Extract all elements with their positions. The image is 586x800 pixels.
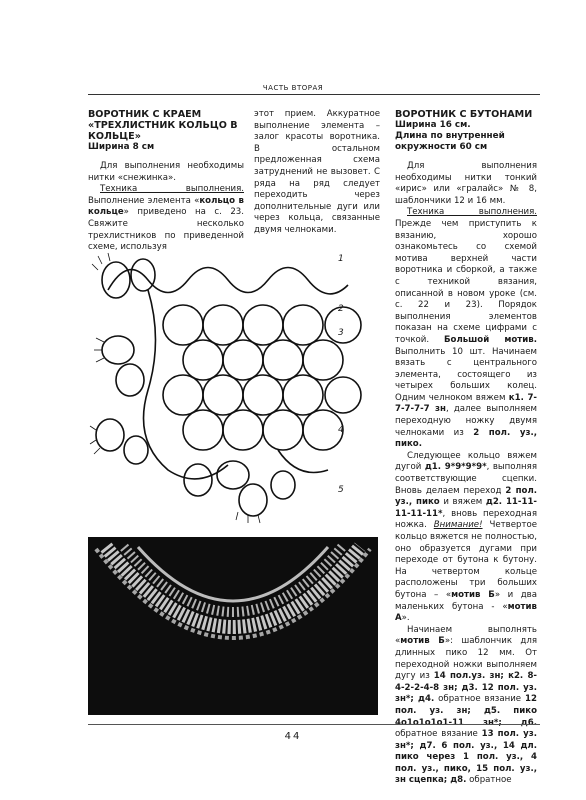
running-header — [0, 84, 586, 92]
scheme-row-label: 5 — [338, 485, 344, 495]
ring-paragraph — [395, 451, 537, 625]
bold-run: д1. 9*9*9*9* — [424, 462, 487, 473]
text-run: Начинаем выполнять « — [395, 624, 537, 647]
motif-b-paragraph — [395, 625, 537, 787]
text-run: Выполнить 10 шт. Начинаем вязать с центрального элемента, состоящего из четырех больших колец. Одним челноком вяжем — [395, 346, 537, 403]
technique-label: Техника выполнения. — [100, 184, 244, 195]
text-run: обратное — [466, 775, 512, 786]
text-run: Прежде чем приступить к вязанию, хорошо ознакомьтесь со схемой мотива верхней части воротника и сборкой, а также с техникой вязания, описанной в новом уроке (см. с. 22 и 23). Порядок выполнения элементов показан на схеме цифрами с точкой. — [395, 218, 537, 345]
header-rule — [88, 94, 540, 95]
text-run: Четвертое кольцо вяжется не полностью, оно образуется дугами при переходе от бутона к бутону. На четвертом кольце расположены три больших бутона – « — [395, 520, 537, 600]
column-2 — [254, 109, 380, 237]
scheme-row-label: 2 — [338, 304, 344, 314]
text-run: обратное вязание — [395, 729, 482, 740]
text-run: Выполнение элемента « — [88, 195, 200, 206]
bold-run: 2 пол. уз., пико — [395, 485, 537, 508]
page-number: 44 — [284, 731, 302, 742]
technique-paragraph-1 — [88, 184, 244, 254]
text-run: и вяжем — [439, 497, 486, 508]
text-run: , далее выполняем переходную ножку двумя челноками из — [395, 404, 537, 438]
bold-run: 2 пол. уз., пико. — [395, 427, 537, 450]
technique-paragraph-2 — [395, 207, 537, 450]
collar-image — [88, 537, 378, 715]
column-3 — [395, 109, 537, 787]
scheme-row-label: 1 — [338, 254, 344, 264]
article-title-2: ВОРОТНИК С БУТОНАМИ — [395, 109, 533, 120]
bold-run: д2. 11-11-11-11-11* — [395, 497, 537, 519]
tatting-scheme-diagram — [88, 250, 378, 530]
bold-run: 12 пол. уз. зн; д5. пико 4о1о1о1о1-11 зн*; д6. — [395, 694, 537, 728]
bold-run: кольцо в кольце — [88, 195, 244, 218]
bold-run: Большой мотив. — [443, 334, 537, 345]
bold-run: мотив А — [395, 601, 537, 624]
header-section: ЧАСТЬ ВТОРАЯ — [257, 84, 329, 92]
text-run: » и два маленьких бутона - « — [395, 589, 537, 612]
technique-label: Техника выполнения. — [407, 207, 537, 218]
attention-run: Внимание! — [433, 520, 483, 531]
bold-run: 13 пол. уз. зн*; д7. 6 пол. уз., 14 дл. пико через 1 пол. уз., 4 пол. уз., пико, 15 пол. уз., зн сцепка; д8. — [395, 729, 537, 786]
materials-paragraph-1: Для выполнения необходимы нитки «снежинка». — [88, 161, 244, 183]
text-run: ». — [401, 613, 410, 624]
scheme-drawing — [88, 250, 378, 530]
bold-run: мотив Б — [400, 636, 445, 647]
materials-paragraph-2: Для выполнения необходимы нитки тонкий «ирис» или «гралайс» № 8, шаблончики 12 и 16 мм. — [395, 161, 537, 206]
text-run: Следующее кольцо вяжем дугой — [395, 450, 537, 473]
bold-run: к1. 7-7-7-7-7 зн — [395, 392, 537, 415]
article-circumference: Длина по внутренней окружности 60 см — [395, 131, 505, 152]
footer-rule — [88, 724, 540, 725]
article-title-1: ВОРОТНИК С КРАЕМ «ТРЕХЛИСТНИК КОЛЬЦО В КОЛЬЦЕ» — [88, 109, 238, 142]
article-width-1: Ширина 8 см — [88, 142, 155, 152]
text-run: » приведено на с. 23. Свяжите несколько трехлистников по приведенной схеме, используя — [88, 207, 244, 253]
text-run: обратное вязание — [434, 694, 526, 705]
lace-collar-photo — [88, 537, 378, 715]
column-1 — [88, 109, 244, 254]
scheme-row-label: 4 — [338, 425, 344, 435]
bold-run: 14 пол.уз. зн; к2. 8-4-2-2-4-8 зн; д3. 12 пол. уз. зн*; д4. — [395, 671, 537, 705]
bold-run: мотив Б — [451, 589, 495, 600]
scheme-row-label: 3 — [338, 328, 344, 338]
continuation-paragraph: этот прием. Аккуратное выполнение элемента – залог красоты воротника. В остальном предложенная схема затруднений не вызовет. С ряда на ряд следует переходить через дополнительные дуги или через кольца, связанные двумя челноками. — [254, 109, 380, 235]
text-run: , выполняя соответствующие сцепки. Вновь делаем переход — [395, 462, 537, 496]
text-run: »: шаблончик для длинных пико 12 мм. От переходной ножки выполняем дугу из — [395, 636, 537, 682]
article-width-2: Ширина 16 см. — [395, 120, 471, 130]
text-run: , вновь переходная ножка. — [395, 508, 537, 531]
